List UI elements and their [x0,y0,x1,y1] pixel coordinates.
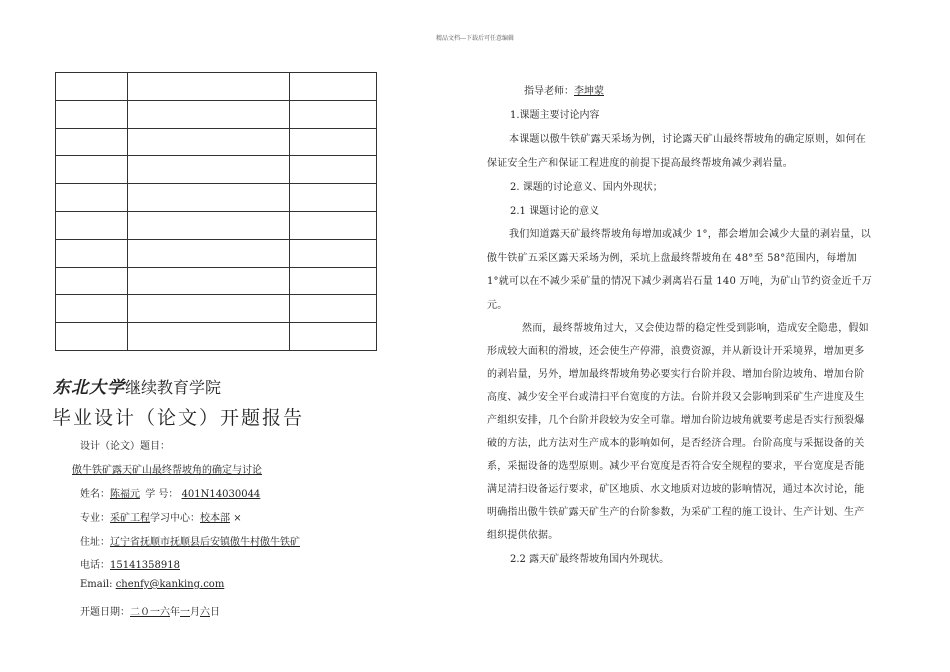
table-row [56,323,377,351]
table-cell [128,267,290,295]
table-cell [56,267,128,295]
table-cell [128,239,290,267]
topic-value: 傲牛铁矿露天矿山最终帮坡角的确定与讨论 [72,465,262,476]
paragraph-2-line: 形成较大面积的滑坡，还会使生产停滞，浪费资源，并从新设计开采境界，增加更多 [487,346,865,357]
paragraph-2-line: 高度、减少安全平台或清扫平台宽度的方法。台阶并段又会影响到采矿生产进度及生 [487,392,865,403]
page-header-watermark: 精品文档---下载后可任意编辑 [435,35,515,42]
name-row [80,485,260,500]
table-row [56,267,377,295]
center-label: 学习中心： [150,513,200,524]
table-cell [128,73,290,101]
section-2-2-heading: 2.2 露天矿最终帮坡角国内外现状。 [510,554,670,565]
table-cell [56,211,128,239]
table-cell [290,239,377,267]
table-cell [290,323,377,351]
table-cell [56,184,128,212]
table-cell [56,73,128,101]
student-id-value: 401N14030044 [181,489,261,500]
table-cell [290,267,377,295]
table-cell [56,295,128,323]
paragraph-2-line: 破的方法，此方法对生产成本的影响如何，是否经济合理。台阶高度与采掘设备的关 [487,438,865,449]
table-row [56,239,377,267]
major-row [80,509,242,524]
paragraph-1-line: 元。 [487,300,508,311]
table-cell [290,211,377,239]
section-1-line: 保证安全生产和保证工程进度的前提下提高最终帮坡角减少剥岩量。 [487,158,793,169]
center-mark: × [233,513,242,524]
table-cell [128,211,290,239]
phone-value: 15141358918 [110,560,180,571]
paragraph-2-line: 系，采掘设备的选型原则。减少平台宽度是否符合安全规程的要求，平台宽度是否能 [487,461,865,472]
table-row [56,156,377,184]
email-row [80,579,224,590]
paragraph-1-line: 我们知道露天矿最终帮坡角每增加或减少 1°，都会增加会减少大量的剥岩量，以 [509,229,871,240]
paragraph-1-line: 傲牛铁矿五采区露天采场为例，采坑上盘最终帮坡角在 48°至 58°范围内，每增加 [487,253,857,264]
table-cell [290,128,377,156]
center-value: 校本部 [200,513,230,524]
table-cell [290,73,377,101]
date-year-unit: 年 [170,607,180,618]
paragraph-2-line: 明确指出傲牛铁矿露天矿生产的台阶参数，为采矿工程的施工设计、生产计划、生产 [487,507,865,518]
table-cell [56,239,128,267]
table-cell [290,184,377,212]
section-1-heading: 1.课题主要讨论内容 [510,110,600,121]
address-value: 辽宁省抚顺市抚顺县后安镇傲牛村傲牛铁矿 [110,537,300,548]
table-cell [290,156,377,184]
student-id-label: 学 号： [145,489,179,500]
date-month-unit: 月 [190,607,200,618]
name-value: 陈福元 [110,489,140,500]
table-row [56,184,377,212]
date-row [80,603,220,618]
major-value: 采矿工程 [110,513,150,524]
address-row [80,533,300,548]
table-cell [128,156,290,184]
section-1-line: 本课题以傲牛铁矿露天采场为例，讨论露天矿山最终帮坡角的确定原则，如何在 [509,134,866,145]
section-2-1-heading: 2.1 课题讨论的意义 [510,206,600,217]
table-cell [56,323,128,351]
school-heading [53,373,221,398]
table-row [56,128,377,156]
paragraph-2-line: 组织提供依据。 [487,530,559,541]
advisor-label: 指导老师： [524,86,574,97]
college-name: 继续教育学院 [125,378,222,397]
date-year: 二０一六 [130,607,170,618]
paragraph-2-line: 满足清扫设备运行要求，矿区地质、水文地质对边坡的影响情况，通过本次讨论，能 [487,484,865,495]
date-label: 开题日期： [80,607,130,618]
phone-label: 电话： [80,560,110,571]
email-value: chenfy@kanking.com [115,579,225,590]
table-cell [128,295,290,323]
date-month: 一 [180,607,190,618]
major-label: 专业： [80,513,110,524]
table-cell [128,128,290,156]
topic-label: 设计（论文）题目： [80,441,170,452]
paragraph-2-line: 然而，最终帮坡角过大，又会使边帮的稳定性受到影响，造成安全隐患，假如 [522,323,869,334]
paragraph-2-line: 的剥岩量，另外，增加最终帮坡角势必要实行台阶并段、增加台阶边坡角、增加台阶 [487,369,865,380]
table-row [56,100,377,128]
table-cell [290,295,377,323]
table-cell [290,100,377,128]
section-2-heading: 2. 课题的讨论意义、国内外现状； [510,182,663,193]
phone-row [80,556,180,571]
paragraph-1-line: 1°就可以在不减少采矿量的情况下减少剥离岩石量 140 万吨，为矿山节约资金近千万 [487,276,873,287]
table-cell [128,323,290,351]
blank-form-table [55,72,377,351]
paragraph-2-line: 产组织安排，几个台阶并段较为安全可靠。增加台阶边坡角就要考虑是否实行预裂爆 [487,415,865,426]
table-cell [56,128,128,156]
advisor-value: 李坤蒙 [574,86,604,97]
date-day-unit: 日 [210,607,220,618]
table-cell [56,100,128,128]
name-label: 姓名： [80,489,110,500]
report-title: 毕业设计（论文）开题报告 [52,407,305,429]
table-cell [128,184,290,212]
table-cell [56,156,128,184]
date-day: 六 [200,607,210,618]
table-row [56,295,377,323]
table-row [56,73,377,101]
table-cell [128,100,290,128]
address-label: 住址： [80,537,110,548]
university-name: 东北大学 [53,378,125,398]
advisor-row [524,82,604,97]
table-row [56,211,377,239]
email-label: Email: [80,579,113,590]
